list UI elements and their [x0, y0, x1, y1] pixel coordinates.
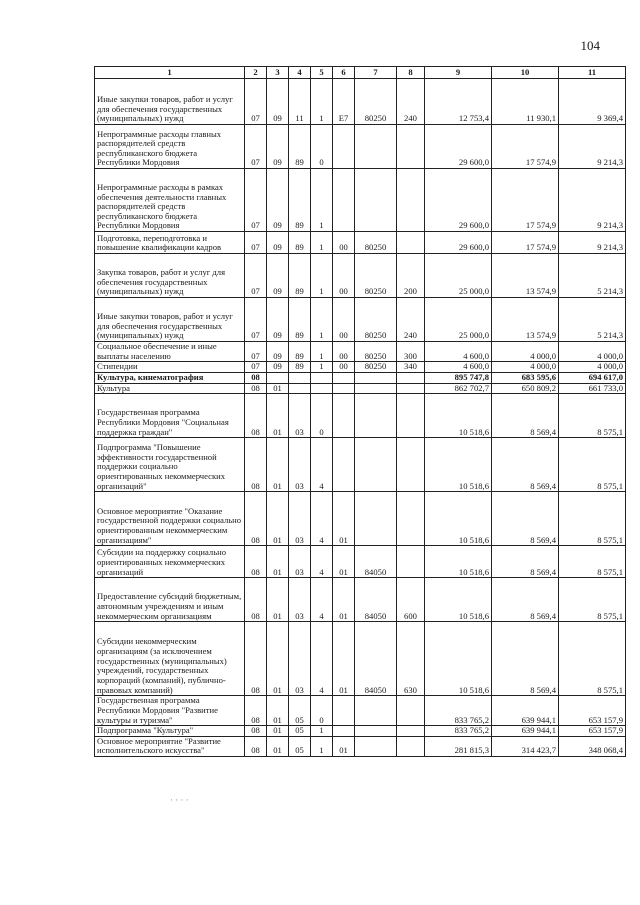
table-cell: 03 [289, 394, 311, 438]
table-cell: 314 423,7 [492, 736, 559, 756]
scan-noise: · · · · [170, 795, 189, 805]
table-cell [355, 438, 397, 492]
row-description: Подготовка, переподготовка и повышение квалификации кадров [95, 232, 245, 254]
table-cell [289, 372, 311, 383]
table-cell: 07 [245, 298, 267, 342]
table-cell: 08 [245, 383, 267, 394]
table-cell: 630 [397, 622, 425, 696]
table-cell: 10 518,6 [425, 578, 492, 622]
table-cell: 10 518,6 [425, 622, 492, 696]
table-row [95, 394, 626, 438]
row-description: Субсидии некоммерческим организациям (за исключением государственных (муниципальных) учреждений, государственных корпораций (компаний), публично-правовых компаний) [95, 622, 245, 696]
table-cell: 895 747,8 [425, 372, 492, 383]
table-cell: 650 809,2 [492, 383, 559, 394]
table-cell: 300 [397, 342, 425, 362]
table-cell: 8 575,1 [559, 394, 626, 438]
table-cell: 661 733,0 [559, 383, 626, 394]
table-cell [333, 696, 355, 726]
table-cell: 11 [289, 79, 311, 125]
table-cell: 10 518,6 [425, 492, 492, 546]
column-header: 5 [311, 67, 333, 79]
table-cell: 07 [245, 232, 267, 254]
table-cell: 80250 [355, 254, 397, 298]
table-cell [311, 383, 333, 394]
row-description: Субсидии на поддержку социально ориентированных некоммерческих организаций [95, 546, 245, 578]
table-cell: 4 000,0 [492, 362, 559, 373]
table-cell: 08 [245, 726, 267, 737]
table-cell: 01 [267, 622, 289, 696]
table-cell [333, 383, 355, 394]
table-cell [397, 125, 425, 169]
row-description: Иные закупки товаров, работ и услуг для обеспечения государственных (муниципальных) нужд [95, 79, 245, 125]
table-cell [333, 438, 355, 492]
table-cell: 80250 [355, 79, 397, 125]
table-cell: 01 [267, 736, 289, 756]
table-cell: 200 [397, 254, 425, 298]
table-cell: 25 000,0 [425, 298, 492, 342]
table-cell: 05 [289, 696, 311, 726]
table-cell [355, 736, 397, 756]
table-cell: 29 600,0 [425, 125, 492, 169]
table-cell [267, 372, 289, 383]
table-row [95, 298, 626, 342]
table-cell: 89 [289, 232, 311, 254]
column-header: 3 [267, 67, 289, 79]
table-row [95, 79, 626, 125]
table-cell [397, 492, 425, 546]
table-cell: 240 [397, 298, 425, 342]
row-description: Социальное обеспечение и иные выплаты населению [95, 342, 245, 362]
table-cell [397, 372, 425, 383]
table-cell [397, 394, 425, 438]
table-cell: 8 575,1 [559, 546, 626, 578]
table-cell: 84050 [355, 578, 397, 622]
table-cell: 08 [245, 394, 267, 438]
table-cell: 1 [311, 298, 333, 342]
table-cell: 80250 [355, 298, 397, 342]
table-cell [355, 372, 397, 383]
table-cell: 07 [245, 254, 267, 298]
table-cell: 89 [289, 362, 311, 373]
page-number: 104 [580, 38, 600, 53]
row-description: Закупка товаров, работ и услуг для обеспечения государственных (муниципальных) нужд [95, 254, 245, 298]
table-cell: 1 [311, 232, 333, 254]
table-cell: 8 575,1 [559, 438, 626, 492]
table-row [95, 125, 626, 169]
column-header: 8 [397, 67, 425, 79]
row-description: Государственная программа Республики Мордовия "Социальная поддержка граждан" [95, 394, 245, 438]
table-cell: 1 [311, 342, 333, 362]
table-cell: 80250 [355, 342, 397, 362]
table-cell: 862 702,7 [425, 383, 492, 394]
table-row [95, 578, 626, 622]
table-row [95, 438, 626, 492]
table-cell: 07 [245, 362, 267, 373]
table-cell: 03 [289, 546, 311, 578]
table-cell: 1 [311, 79, 333, 125]
table-cell [355, 726, 397, 737]
table-cell [333, 372, 355, 383]
table-cell [397, 546, 425, 578]
table-row [95, 372, 626, 383]
table-cell: 84050 [355, 546, 397, 578]
table-cell: 09 [267, 169, 289, 232]
row-description: Культура [95, 383, 245, 394]
table-cell: 4 600,0 [425, 342, 492, 362]
table-cell: 639 944,1 [492, 726, 559, 737]
table-cell [397, 383, 425, 394]
table-cell: 07 [245, 125, 267, 169]
table-cell: 03 [289, 438, 311, 492]
table-cell: 1 [311, 726, 333, 737]
row-description: Предоставление субсидий бюджетным, автономным учреждениям и иным некоммерческим организациям [95, 578, 245, 622]
row-description: Иные закупки товаров, работ и услуг для обеспечения государственных (муниципальных) нужд [95, 298, 245, 342]
table-row [95, 169, 626, 232]
table-cell: 01 [267, 383, 289, 394]
column-header: 4 [289, 67, 311, 79]
table-cell [397, 696, 425, 726]
table-cell: 08 [245, 578, 267, 622]
table-cell: 89 [289, 342, 311, 362]
row-description: Государственная программа Республики Мордовия "Развитие культуры и туризма" [95, 696, 245, 726]
column-header: 6 [333, 67, 355, 79]
table-cell: 9 214,3 [559, 125, 626, 169]
table-cell: 4 [311, 546, 333, 578]
table-cell: 12 753,4 [425, 79, 492, 125]
table-cell: 1 [311, 254, 333, 298]
table-cell [333, 394, 355, 438]
table-cell: 08 [245, 492, 267, 546]
column-header: 11 [559, 67, 626, 79]
table-cell: 8 569,4 [492, 394, 559, 438]
table-cell: 01 [267, 492, 289, 546]
row-description: Основное мероприятие "Развитие исполнительского искусства" [95, 736, 245, 756]
table-cell: 01 [333, 578, 355, 622]
table-cell: 00 [333, 342, 355, 362]
table-cell [355, 383, 397, 394]
table-cell: 03 [289, 492, 311, 546]
table-cell: 07 [245, 169, 267, 232]
table-cell: 4 [311, 578, 333, 622]
table-cell [355, 394, 397, 438]
table-cell: 08 [245, 696, 267, 726]
table-body [95, 79, 626, 757]
table-cell: 8 569,4 [492, 492, 559, 546]
table-cell: 01 [267, 438, 289, 492]
table-row [95, 232, 626, 254]
table-cell: 13 574,9 [492, 254, 559, 298]
table-cell: 05 [289, 726, 311, 737]
table-row [95, 342, 626, 362]
table-cell: 8 575,1 [559, 492, 626, 546]
table-cell: 1 [311, 169, 333, 232]
table-header [95, 67, 626, 79]
table-cell [333, 169, 355, 232]
table-cell: 08 [245, 438, 267, 492]
table-cell: 01 [267, 394, 289, 438]
table-row [95, 736, 626, 756]
table-cell [397, 169, 425, 232]
table-cell: 4 600,0 [425, 362, 492, 373]
table-cell [355, 492, 397, 546]
table-cell: 10 518,6 [425, 546, 492, 578]
table-cell: 17 574,9 [492, 169, 559, 232]
table-cell: 03 [289, 578, 311, 622]
table-cell: 01 [333, 736, 355, 756]
table-cell [397, 726, 425, 737]
table-cell: 0 [311, 394, 333, 438]
table-cell: 8 575,1 [559, 578, 626, 622]
table-cell: 01 [267, 696, 289, 726]
table-cell: 694 617,0 [559, 372, 626, 383]
table-cell: 639 944,1 [492, 696, 559, 726]
column-header: 2 [245, 67, 267, 79]
table-cell: 240 [397, 79, 425, 125]
table-cell: 09 [267, 362, 289, 373]
table-cell: 4 000,0 [559, 362, 626, 373]
table-cell: Е7 [333, 79, 355, 125]
table-cell: 10 518,6 [425, 394, 492, 438]
table-cell: 9 369,4 [559, 79, 626, 125]
table-cell [355, 696, 397, 726]
table-cell: 07 [245, 79, 267, 125]
table-cell: 4 000,0 [559, 342, 626, 362]
table-cell: 09 [267, 232, 289, 254]
table-cell: 653 157,9 [559, 726, 626, 737]
table-cell: 89 [289, 169, 311, 232]
table-row [95, 383, 626, 394]
table-cell: 80250 [355, 362, 397, 373]
column-header: 10 [492, 67, 559, 79]
table-cell: 09 [267, 254, 289, 298]
table-cell: 683 595,6 [492, 372, 559, 383]
budget-table [94, 66, 626, 757]
table-cell: 08 [245, 546, 267, 578]
table-cell: 01 [333, 492, 355, 546]
row-description: Подпрограмма "Повышение эффективности государственной поддержки социально ориентированных некоммерческих организаций" [95, 438, 245, 492]
table-cell: 340 [397, 362, 425, 373]
row-description: Непрограммные расходы главных распорядителей средств республиканского бюджета Республики Мордовия [95, 125, 245, 169]
table-cell: 8 569,4 [492, 438, 559, 492]
table-cell: 89 [289, 298, 311, 342]
row-description: Основное мероприятие "Оказание государственной поддержки социально ориентированным некоммерческим организациям" [95, 492, 245, 546]
table-cell: 09 [267, 79, 289, 125]
table-cell: 08 [245, 622, 267, 696]
table-cell: 10 518,6 [425, 438, 492, 492]
table-cell: 13 574,9 [492, 298, 559, 342]
column-header: 1 [95, 67, 245, 79]
table-cell: 4 000,0 [492, 342, 559, 362]
table-cell: 9 214,3 [559, 169, 626, 232]
table-cell: 89 [289, 125, 311, 169]
column-header: 9 [425, 67, 492, 79]
table-cell: 8 569,4 [492, 578, 559, 622]
table-cell: 08 [245, 736, 267, 756]
row-description: Непрограммные расходы в рамках обеспечения деятельности главных распорядителей средств республиканского бюджета Республики Мордовия [95, 169, 245, 232]
table-cell: 80250 [355, 232, 397, 254]
table-cell: 01 [267, 578, 289, 622]
table-cell: 5 214,3 [559, 298, 626, 342]
table-row [95, 254, 626, 298]
table-cell: 03 [289, 622, 311, 696]
table-cell: 09 [267, 125, 289, 169]
table-cell: 07 [245, 342, 267, 362]
table-cell [289, 383, 311, 394]
table-cell [397, 438, 425, 492]
table-cell: 29 600,0 [425, 169, 492, 232]
table-cell: 01 [267, 726, 289, 737]
table-cell: 833 765,2 [425, 726, 492, 737]
table-cell: 11 930,1 [492, 79, 559, 125]
table-cell: 0 [311, 125, 333, 169]
table-cell: 8 575,1 [559, 622, 626, 696]
table-row [95, 726, 626, 737]
table-cell: 29 600,0 [425, 232, 492, 254]
table-cell: 00 [333, 362, 355, 373]
table-cell: 17 574,9 [492, 232, 559, 254]
table-cell: 9 214,3 [559, 232, 626, 254]
table-cell: 08 [245, 372, 267, 383]
table-cell: 4 [311, 492, 333, 546]
table-cell: 01 [267, 546, 289, 578]
table-row [95, 546, 626, 578]
table-cell: 01 [333, 622, 355, 696]
table-cell: 4 [311, 622, 333, 696]
table-cell: 5 214,3 [559, 254, 626, 298]
column-header: 7 [355, 67, 397, 79]
table-cell: 0 [311, 696, 333, 726]
table-cell: 8 569,4 [492, 546, 559, 578]
table-cell [333, 125, 355, 169]
table-cell: 89 [289, 254, 311, 298]
table-row [95, 696, 626, 726]
table-cell: 17 574,9 [492, 125, 559, 169]
table-cell: 05 [289, 736, 311, 756]
table-row [95, 492, 626, 546]
table-cell: 00 [333, 254, 355, 298]
table-cell: 8 569,4 [492, 622, 559, 696]
table-cell: 4 [311, 438, 333, 492]
table-cell: 09 [267, 342, 289, 362]
table-cell [397, 232, 425, 254]
table-cell: 01 [333, 546, 355, 578]
table-cell [355, 169, 397, 232]
table-cell: 00 [333, 298, 355, 342]
table-cell: 84050 [355, 622, 397, 696]
table-row [95, 622, 626, 696]
table-cell: 348 068,4 [559, 736, 626, 756]
table-cell [333, 726, 355, 737]
table-cell [397, 736, 425, 756]
table-cell: 1 [311, 362, 333, 373]
table-cell [355, 125, 397, 169]
table-cell: 653 157,9 [559, 696, 626, 726]
table-cell: 25 000,0 [425, 254, 492, 298]
table-cell: 600 [397, 578, 425, 622]
table-cell: 09 [267, 298, 289, 342]
table-cell: 00 [333, 232, 355, 254]
row-description: Стипендии [95, 362, 245, 373]
row-description: Культура, кинематография [95, 372, 245, 383]
table-cell: 1 [311, 736, 333, 756]
table-cell: 281 815,3 [425, 736, 492, 756]
table-cell: 833 765,2 [425, 696, 492, 726]
table-row [95, 362, 626, 373]
row-description: Подпрограмма "Культура" [95, 726, 245, 737]
table-cell [311, 372, 333, 383]
